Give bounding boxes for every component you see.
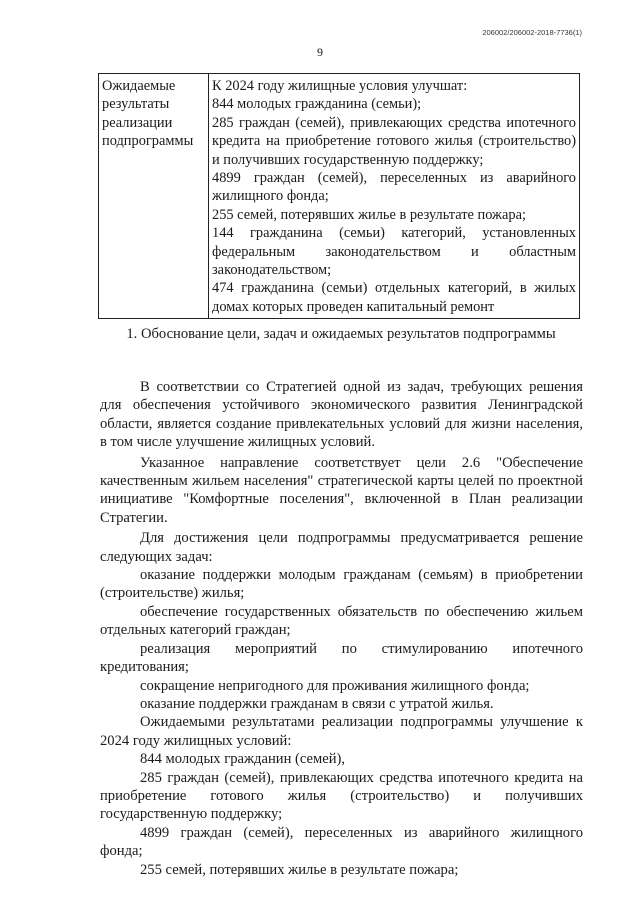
list-item: реализация мероприятий по стимулированию ипотечного кредитования; (100, 640, 583, 676)
section-heading: 1. Обоснование цели, задач и ожидаемых результатов подпрограммы (126, 326, 556, 342)
summary-table (98, 73, 580, 319)
paragraph: Указанное направление соответствует цели 2.6 "Обеспечение качественным жильем населения" стратегической карты целей по проектной инициативе "Комфортные поселения", включенной в План реализации Стратегии. (100, 454, 583, 526)
list-item: 4899 граждан (семей), переселенных из аварийного жилищного фонда; (100, 824, 583, 860)
table-row (99, 74, 580, 319)
list-item: 844 молодых гражданин (семей), (140, 751, 346, 768)
paragraph: В соответствии со Стратегией одной из задач, требующих решения для обеспечения устойчивого экономического развития Ленинградской области, является создание привлекательных условий для жизни населения, в том числе улучшение жилищных условий. (100, 379, 583, 451)
page-number: 9 (317, 45, 323, 59)
table-line: 844 молодых гражданина (семьи); (212, 96, 422, 113)
list-item: 255 семей, потерявших жилье в результате пожара; (140, 861, 459, 878)
table-line: 255 семей, потерявших жилье в результате пожара; (212, 206, 526, 223)
table-line: К 2024 году жилищные условия улучшат: (212, 78, 468, 94)
table-line: 285 граждан (семей), привлекающих средства ипотечного кредита на приобретение готового жилья (строительство) и получивших государственную поддержку; (212, 114, 576, 168)
table-label-cell: Ожидаемые результаты реализации подпрограммы (99, 74, 209, 319)
paragraph: Ожидаемыми результатами реализации подпрограммы улучшение к 2024 году жилищных условий: (100, 714, 583, 749)
table-line: 474 гражданина (семьи) отдельных категорий, в жилых домах которых проведен капитальный ремонт (212, 280, 576, 315)
list-item: 285 граждан (семей), привлекающих средства ипотечного кредита на приобретение готового жилья (строительство) и получивших государственную поддержку; (100, 769, 583, 823)
body-text (100, 378, 583, 879)
list-item: оказание поддержки молодым гражданам (семьям) в приобретении (строительстве) жилья; (100, 567, 583, 602)
list-item: оказание поддержки гражданам в связи с утратой жилья. (140, 695, 494, 712)
table-line: 4899 граждан (семей), переселенных из аварийного жилищного фонда; (212, 170, 576, 205)
paragraph: Для достижения цели подпрограммы предусматривается решение следующих задач: (100, 530, 583, 565)
table-line: 144 гражданина (семьи) категорий, установленных федеральным законодательством и областным законодательством; (212, 225, 576, 279)
table-content-cell (209, 74, 580, 319)
list-item: сокращение непригодного для проживания жилищного фонда; (140, 677, 530, 694)
document-id: 206002/206002-2018-7736(1) (482, 28, 582, 37)
list-item: обеспечение государственных обязательств по обеспечению жильем отдельных категорий граждан; (100, 603, 583, 639)
